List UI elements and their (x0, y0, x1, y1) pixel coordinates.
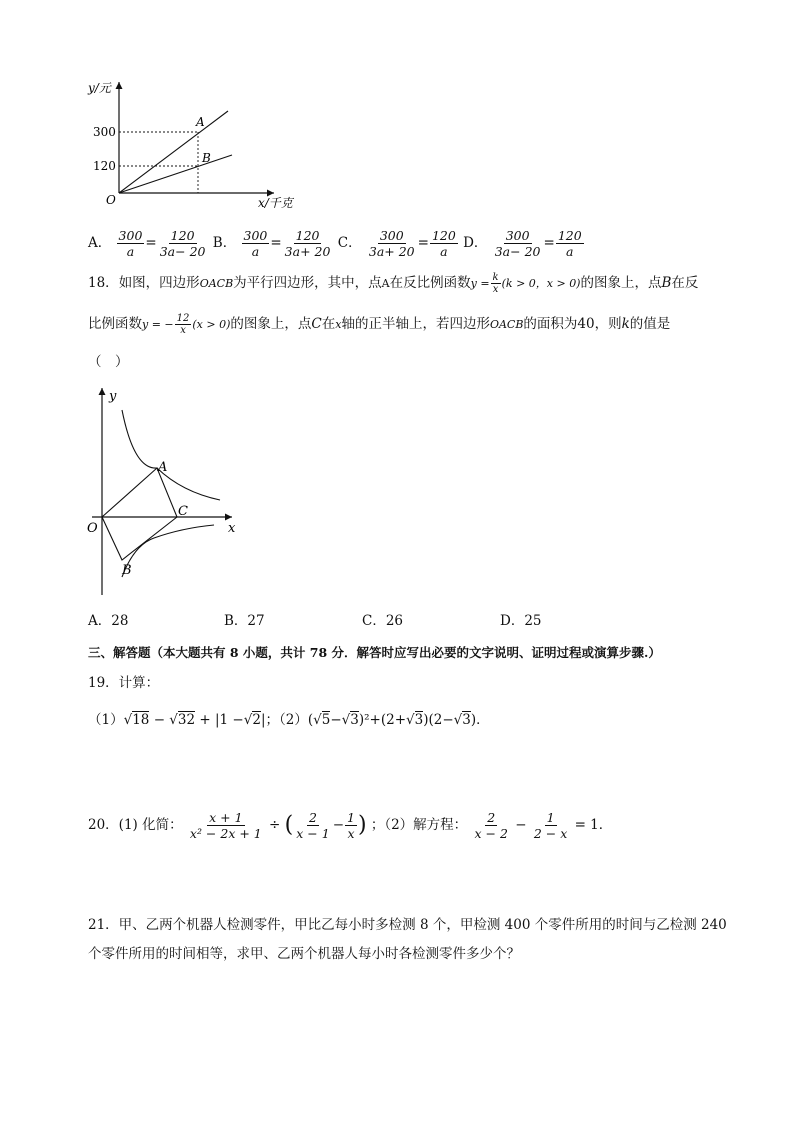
denominator: x (492, 284, 499, 295)
option-letter: C． (337, 235, 362, 251)
math-var: x (335, 318, 342, 331)
numerator: 1 (546, 810, 555, 825)
denominator: a (566, 244, 574, 259)
radicand: 3 (414, 712, 424, 728)
tick-300: 300 (93, 125, 116, 139)
math-expr: )． (470, 712, 490, 728)
math-expr: y = (470, 277, 490, 290)
math-var: OACB (489, 318, 524, 331)
curve-neg-12-over-x (122, 525, 214, 577)
price-weight-graph (82, 76, 312, 216)
radicand: 3 (350, 712, 359, 728)
paren: ( (307, 712, 314, 728)
denominator: x (347, 826, 355, 841)
q17-option-c: C． $\frac{300}{3a+ 20}$ = $\frac{120}{a}$ (337, 228, 456, 259)
radicand: 5 (321, 712, 331, 728)
math-var: k (621, 316, 630, 332)
equals: = 1． (574, 817, 613, 833)
radicand: 18 (132, 712, 150, 728)
origin-label: O (106, 193, 116, 207)
q21-line-1: 21．甲、乙两个机器人检测零件，甲比乙每小时多检测 8 个，甲检测 400 个零件所用的时间与乙检测 240 (88, 917, 727, 933)
line-b (119, 155, 232, 193)
numerator: k (492, 272, 499, 283)
x-label: x (228, 521, 236, 536)
fraction (430, 228, 458, 259)
q17-options (88, 228, 585, 259)
parallelogram-hyperbola-graph (82, 380, 257, 602)
abs-content: 1 − (219, 712, 244, 728)
q18-option-c: C．26 (362, 613, 404, 629)
fraction (242, 228, 270, 259)
origin-label: O (87, 521, 98, 536)
tick-120: 120 (93, 159, 116, 173)
denominator: a (440, 244, 448, 259)
numerator: x + 1 (209, 810, 243, 825)
fraction (117, 228, 145, 259)
separator: ；（2）解方程： (370, 817, 468, 833)
denominator: a (126, 244, 135, 259)
math-expr: (k > 0，x > 0) (501, 277, 581, 290)
operator: − (153, 712, 165, 728)
operator: − (332, 817, 344, 833)
parallelogram-oacb (102, 468, 177, 560)
option-letter: A． (88, 235, 112, 251)
q18-answer-blank: （ ） (88, 354, 129, 370)
fraction (175, 313, 192, 336)
fraction (345, 810, 357, 841)
math-var: A (381, 277, 390, 290)
numerator: 300 (118, 228, 143, 243)
operator: + (199, 712, 211, 728)
line-a (119, 111, 228, 193)
q18-line-1 (88, 272, 698, 295)
q17-option-a: A． $\frac{300}{a}$ = $\frac{120}{3a- 20}$ (88, 228, 206, 259)
numerator: 120 (557, 228, 582, 243)
denominator: 2 − x (533, 826, 568, 841)
text: 在反比例函数 (389, 275, 471, 291)
y-axis-label: y/元 (88, 81, 111, 95)
math-var: OACB (199, 277, 234, 290)
denominator: 3a+ 20 (368, 244, 415, 259)
fraction (294, 810, 331, 841)
numerator: 120 (295, 228, 320, 243)
x-axis-label: x/千克 (258, 196, 293, 210)
q21-line-2: 个零件所用的时间相等，求甲、乙两个机器人每小时各检测零件多少个？ (88, 946, 520, 962)
q20-expression (88, 810, 612, 841)
radicand: 3 (462, 712, 471, 728)
numerator: 2 (487, 810, 496, 825)
denominator: x (180, 325, 186, 336)
math-expr: y = − (142, 318, 174, 331)
numerator: 12 (176, 313, 190, 324)
math-expr: )(2− (423, 712, 454, 728)
question-label: 20．(1) 化简： (88, 817, 183, 833)
denominator: 3a+ 20 (284, 244, 331, 259)
q19-expression: （1）√18 − √32 + |1 −√2|；（2）(√5−√3)²+(2+√3)(2−√3)． (88, 712, 490, 728)
denominator: 3a− 20 (494, 244, 541, 259)
numerator: 300 (243, 228, 268, 243)
numerator: 300 (505, 228, 530, 243)
fraction (188, 810, 264, 841)
math-expr: (x > 0) (192, 318, 231, 331)
y-label: y (109, 389, 117, 404)
numerator: 1 (347, 810, 355, 825)
text: 在 (321, 316, 336, 332)
math-var: B (661, 275, 672, 291)
point-b-label: B (122, 563, 132, 578)
denominator: x − 1 (296, 826, 330, 841)
section-heading: 三、解答题（本大题共有 8 小题，共计 78 分．解答时应写出必要的文字说明、证明过程或演算步骤.） (88, 645, 661, 660)
denominator: a (251, 244, 260, 259)
numerator: 120 (170, 228, 195, 243)
point-c-label: C (178, 504, 188, 519)
fraction (367, 228, 417, 259)
text: 如图，四边形 (118, 275, 200, 291)
radicand: 2 (252, 712, 261, 728)
q17-option-b: B． $\frac{300}{a}$ = $\frac{120}{3a+ 20}$ (212, 228, 331, 259)
text: 的图象上，点 (230, 316, 312, 332)
radicand: 32 (177, 712, 196, 728)
fraction (491, 272, 501, 295)
fraction (283, 228, 333, 259)
q18-option-b: B．27 (224, 613, 265, 629)
text: 的图象上，点 (580, 275, 662, 291)
text: 的值是 (629, 316, 671, 332)
denominator: x² − 2x + 1 (189, 826, 262, 841)
point-a-label: A (158, 460, 168, 475)
text: 比例函数 (88, 316, 142, 332)
separator: ；（2） (265, 712, 308, 728)
operator: ÷ (269, 817, 281, 833)
fraction (493, 228, 543, 259)
text: 在反 (671, 275, 699, 291)
operator: − (330, 712, 342, 728)
point-b-label: B (202, 151, 211, 165)
point-a-label: A (196, 115, 205, 129)
text: 为平行四边形，其中，点 (233, 275, 382, 291)
text: 轴的正半轴上，若四边形 (341, 316, 490, 332)
option-letter: D． (463, 235, 488, 251)
math-expr: )²+(2+ (358, 712, 407, 728)
denominator: x − 2 (474, 826, 508, 841)
paren-close: ) (357, 812, 367, 838)
fraction (532, 810, 569, 841)
text: 的面积为40，则 (523, 316, 622, 332)
q17-option-d: D． $\frac{300}{3a- 20}$ = $\frac{120}{a}$ (463, 228, 582, 259)
q18-option-d: D．25 (500, 613, 542, 629)
question-number: 18． (88, 275, 119, 291)
paren-open: ( (284, 812, 294, 838)
operator: − (515, 817, 527, 833)
option-letter: B． (212, 235, 237, 251)
q19-title: 19．计算： (88, 675, 160, 691)
part-label: （1） (88, 712, 124, 728)
fraction (556, 228, 584, 259)
numerator: 120 (431, 228, 456, 243)
math-var: C (311, 316, 322, 332)
fraction (158, 228, 208, 259)
denominator: 3a− 20 (159, 244, 206, 259)
numerator: 300 (379, 228, 404, 243)
q18-option-a: A．28 (88, 613, 129, 629)
fraction (472, 810, 509, 841)
q18-line-2 (88, 313, 670, 336)
numerator: 2 (308, 810, 317, 825)
